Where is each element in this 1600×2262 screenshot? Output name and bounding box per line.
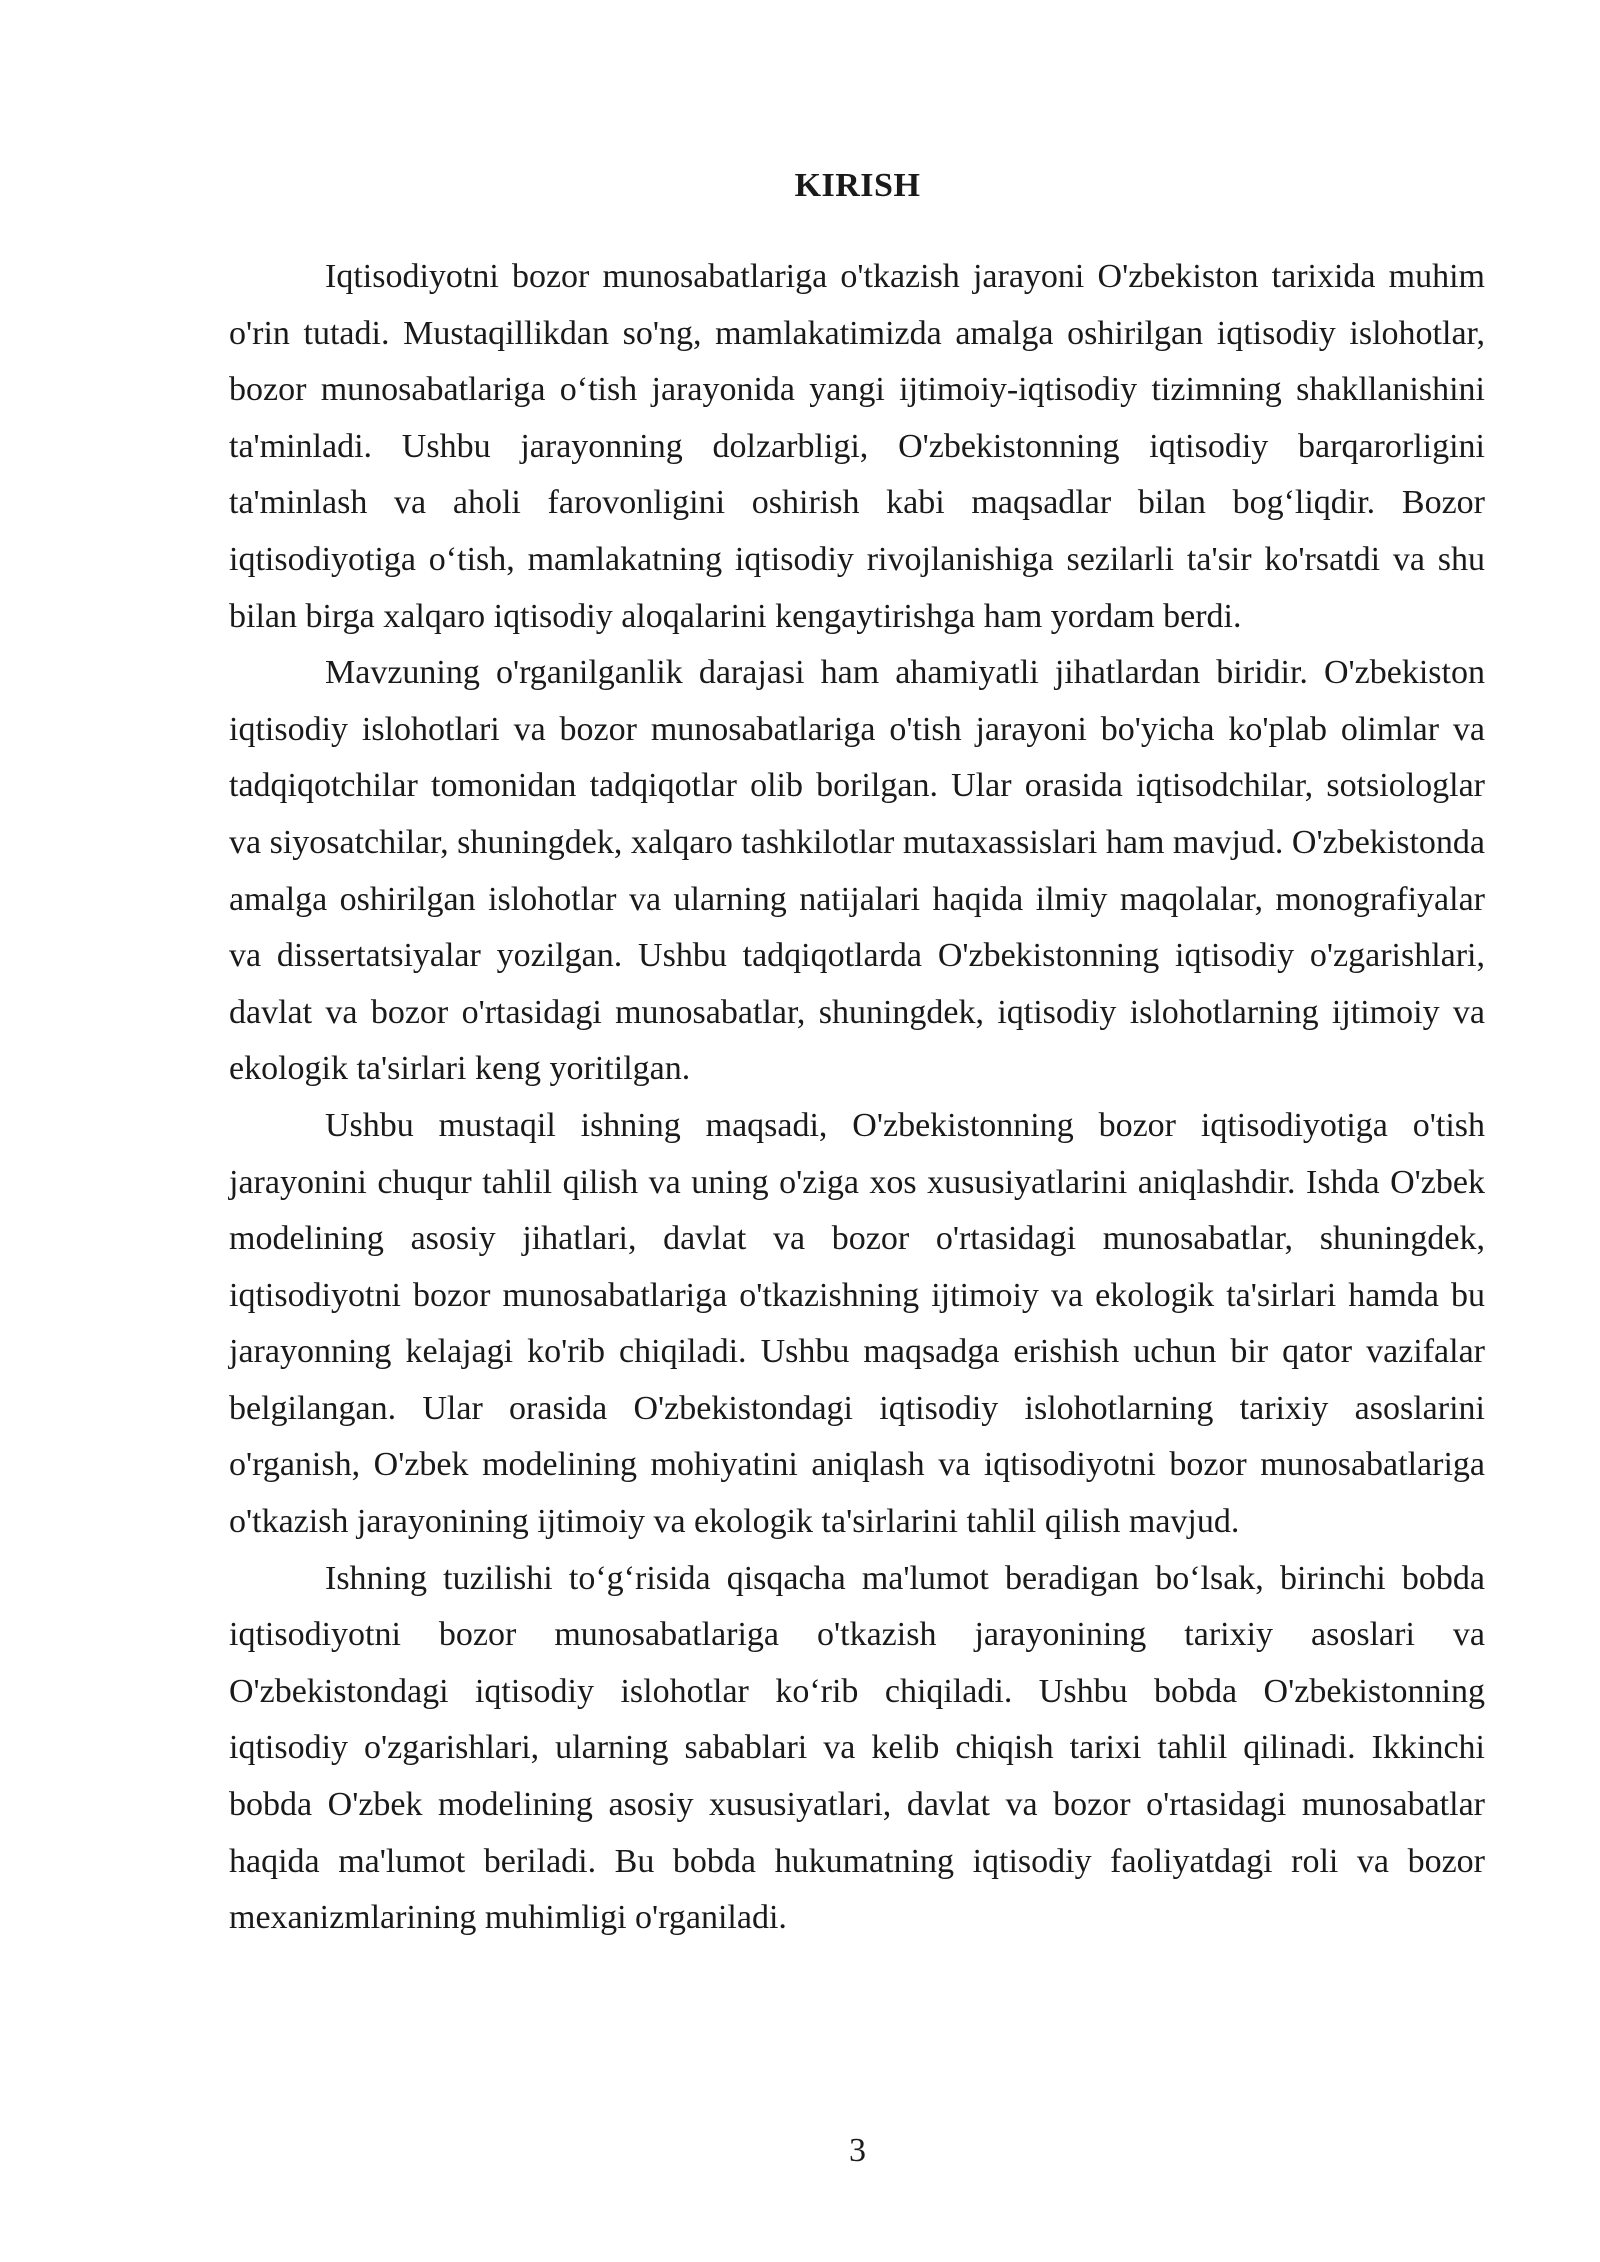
body-text [229,249,1485,1947]
paragraph-study-level: Mavzuning o'rganilganlik darajasi ham ahamiyatli jihatlardan biridir. O'zbekiston iqtisodiy islohotlari va bozor munosabatlariga o'tish jarayoni bo'yicha ko'plab olimlar va tadqiqotchilar tomonidan tadqiqotlar olib borilgan. Ular orasida iqtisodchilar, sotsiologlar va siyosatchilar, shuningdek, xalqaro tashkilotlar mutaxassislari ham mavjud. O'zbekistonda amalga oshirilgan islohotlar va ularning natijalari haqida ilmiy maqolalar, monografiyalar va dissertatsiyalar yozilgan. Ushbu tadqiqotlarda O'zbekistonning iqtisodiy o'zgarishlari, davlat va bozor o'rtasidagi munosabatlar, shuningdek, iqtisodiy islohotlarning ijtimoiy va ekologik ta'sirlari keng yoritilgan. [229,654,1485,1088]
paragraph-intro: Iqtisodiyotni bozor munosabatlariga o'tkazish jarayoni O'zbekiston tarixida muhim o'rin tutadi. Mustaqillikdan so'ng, mamlakatimizda amalga oshirilgan iqtisodiy islohotlar, bozor munosabatlariga o‘tish jarayonida yangi ijtimoiy-iqtisodiy tizimning shakllanishini ta'minladi. Ushbu jarayonning dolzarbligi, O'zbekistonning iqtisodiy barqarorligini ta'minlash va aholi farovonligini oshirish kabi maqsadlar bilan bog‘liqdir. Bozor iqtisodiyotiga o‘tish, mamlakatning iqtisodiy rivojlanishiga sezilarli ta'sir ko'rsatdi va shu bilan birga xalqaro iqtisodiy aloqalarini kengaytirishga ham yordam berdi. [229,258,1485,635]
page-number: 3 [849,2132,866,2169]
paragraph-goal: Ushbu mustaqil ishning maqsadi, O'zbekistonning bozor iqtisodiyotiga o'tish jarayonini chuqur tahlil qilish va uning o'ziga xos xususiyatlarini aniqlashdir. Ishda O'zbek modelining asosiy jihatlari, davlat va bozor o'rtasidagi munosabatlar, shuningdek, iqtisodiyotni bozor munosabatlariga o'tkazishning ijtimoiy va ekologik ta'sirlari hamda bu jarayonning kelajagi ko'rib chiqiladi. Ushbu maqsadga erishish uchun bir qator vazifalar belgilangan. Ular orasida O'zbekistondagi iqtisodiy islohotlarning tarixiy asoslarini o'rganish, O'zbek modelining mohiyatini aniqlash va iqtisodiyotni bozor munosabatlariga o'tkazish jarayonining ijtimoiy va ekologik ta'sirlarini tahlil qilish mavjud. [229,1106,1485,1541]
paragraph-structure: Ishning tuzilishi to‘g‘risida qisqacha ma'lumot beradigan bo‘lsak, birinchi bobda iqtisodiyotni bozor munosabatlariga o'tkazish jarayonining tarixiy asoslari va O'zbekistondagi iqtisodiy islohotlar ko‘rib chiqiladi. Ushbu bobda O'zbekistonning iqtisodiy o'zgarishlari, ularning sabablari va kelib chiqish tarixi tahlil qilinadi. Ikkinchi bobda O'zbek modelining asosiy xususiyatlari, davlat va bozor o'rtasidagi munosabatlar haqida ma'lumot beriladi. Bu bobda hukumatning iqtisodiy faoliyatdagi roli va bozor mexanizmlarining muhimligi o'rganiladi. [229,1559,1485,1937]
page-title: KIRISH [794,167,921,204]
